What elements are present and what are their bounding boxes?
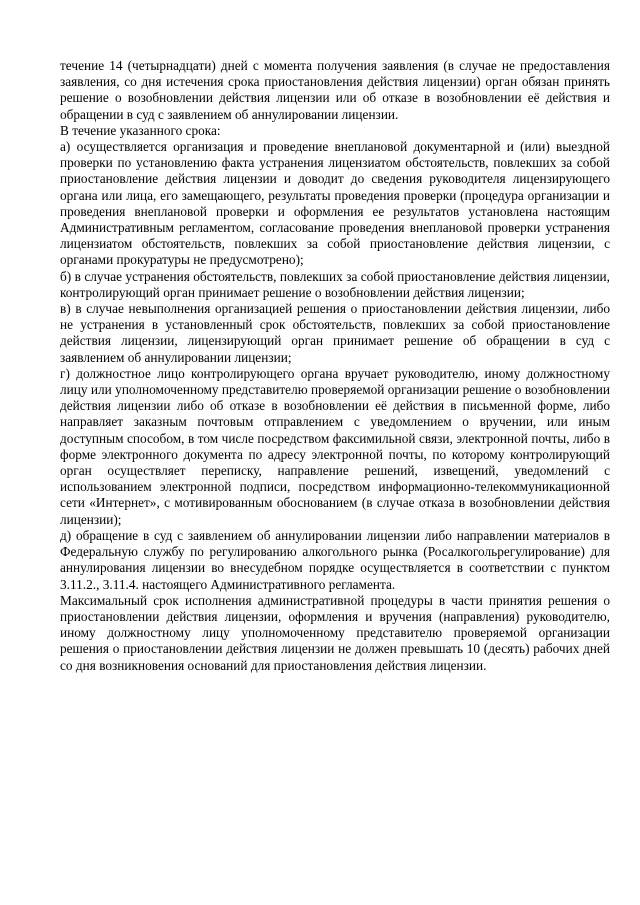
paragraph-item-a: а) осуществляется организация и проведение внеплановой документарной и (или) выездной проверки по установлению факта устранения лицензиатом обстоятельств, повлекших за собой приостановление действия лицензии и доводит до сведения руководителя лицензирующего органа или лица, его замещающего, результаты проведения проверки (процедура организации и проведения внеплановой проверки и оформления ее результатов установлена настоящим Административным регламентом, согласование проведения внеплановой проверки устранения лицензиатом обстоятельств, повлекших за собой приостановление действия лицензии, с органами прокуратуры не предусмотрено); <box>60 139 610 268</box>
paragraph-within-period: В течение указанного срока: <box>60 122 221 138</box>
paragraph-item-g: г) должностное лицо контролирующего органа вручает руководителю, иному должностному лицу или уполномоченному представителю проверяемой организации решение о возобновлении действия лицензии либо об отказе в возобновлении её действия в письменной форме, либо направляет заказным почтовым отправлением с уведомлением о вручении, или иным доступным способом, в том числе посредством факсимильной связи, электронной почты, либо в форме электронного документа по адресу электронной почты, по которому контролирующий орган осуществляет переписку, направление решений, извещений, уведомлений с использованием электронной подписи, посредством информационно-телекоммуникационной сети «Интернет», с мотивированным обоснованием (в случае отказа в возобновлении действия лицензии); <box>60 365 610 527</box>
paragraph-item-v: в) в случае невыполнения организацией решения о приостановлении действия лицензии, либо не устранения в установленный срок обстоятельств, повлекших за собой приостановление действия лицензии, лицензирующий орган принимает решение об обращении в суд с заявлением об аннулировании лицензии; <box>60 301 610 365</box>
paragraph-item-d: д) обращение в суд с заявлением об аннулировании лицензии либо направлении материалов в Федеральную службу по регулированию алкогольного рынка (Росалкогольрегулирование) для аннулирования лицензии во внесудебном порядке осуществляется в соответствии с пунктом 3.11.2., 3.11.4. настоящего Административного регламента. <box>60 527 610 592</box>
paragraph-max-duration: Максимальный срок исполнения административной процедуры в части принятия решения о приостановлении действия лицензии, оформления и вручения (направления) руководителю, иному должностному лицу уполномоченному представителю проверяемой организации решения о приостановлении действия лицензии не должен превышать 10 (десять) рабочих дней со дня возникновения оснований для приостановления действия лицензии. <box>60 592 610 673</box>
document-body <box>60 58 610 674</box>
paragraph-license-decision-deadline: течение 14 (четырнадцати) дней с момента получения заявления (в случае не предоставления заявления, со дня истечения срока приостановления действия лицензии) орган обязан принять решение о возобновлении действия лицензии или об отказе в возобновлении её действия и обращении в суд с заявлением об аннулировании лицензии. <box>60 58 610 122</box>
paragraph-item-b: б) в случае устранения обстоятельств, повлекших за собой приостановление действия лицензии, контролирующий орган принимает решение о возобновлении действия лицензии; <box>60 268 610 300</box>
